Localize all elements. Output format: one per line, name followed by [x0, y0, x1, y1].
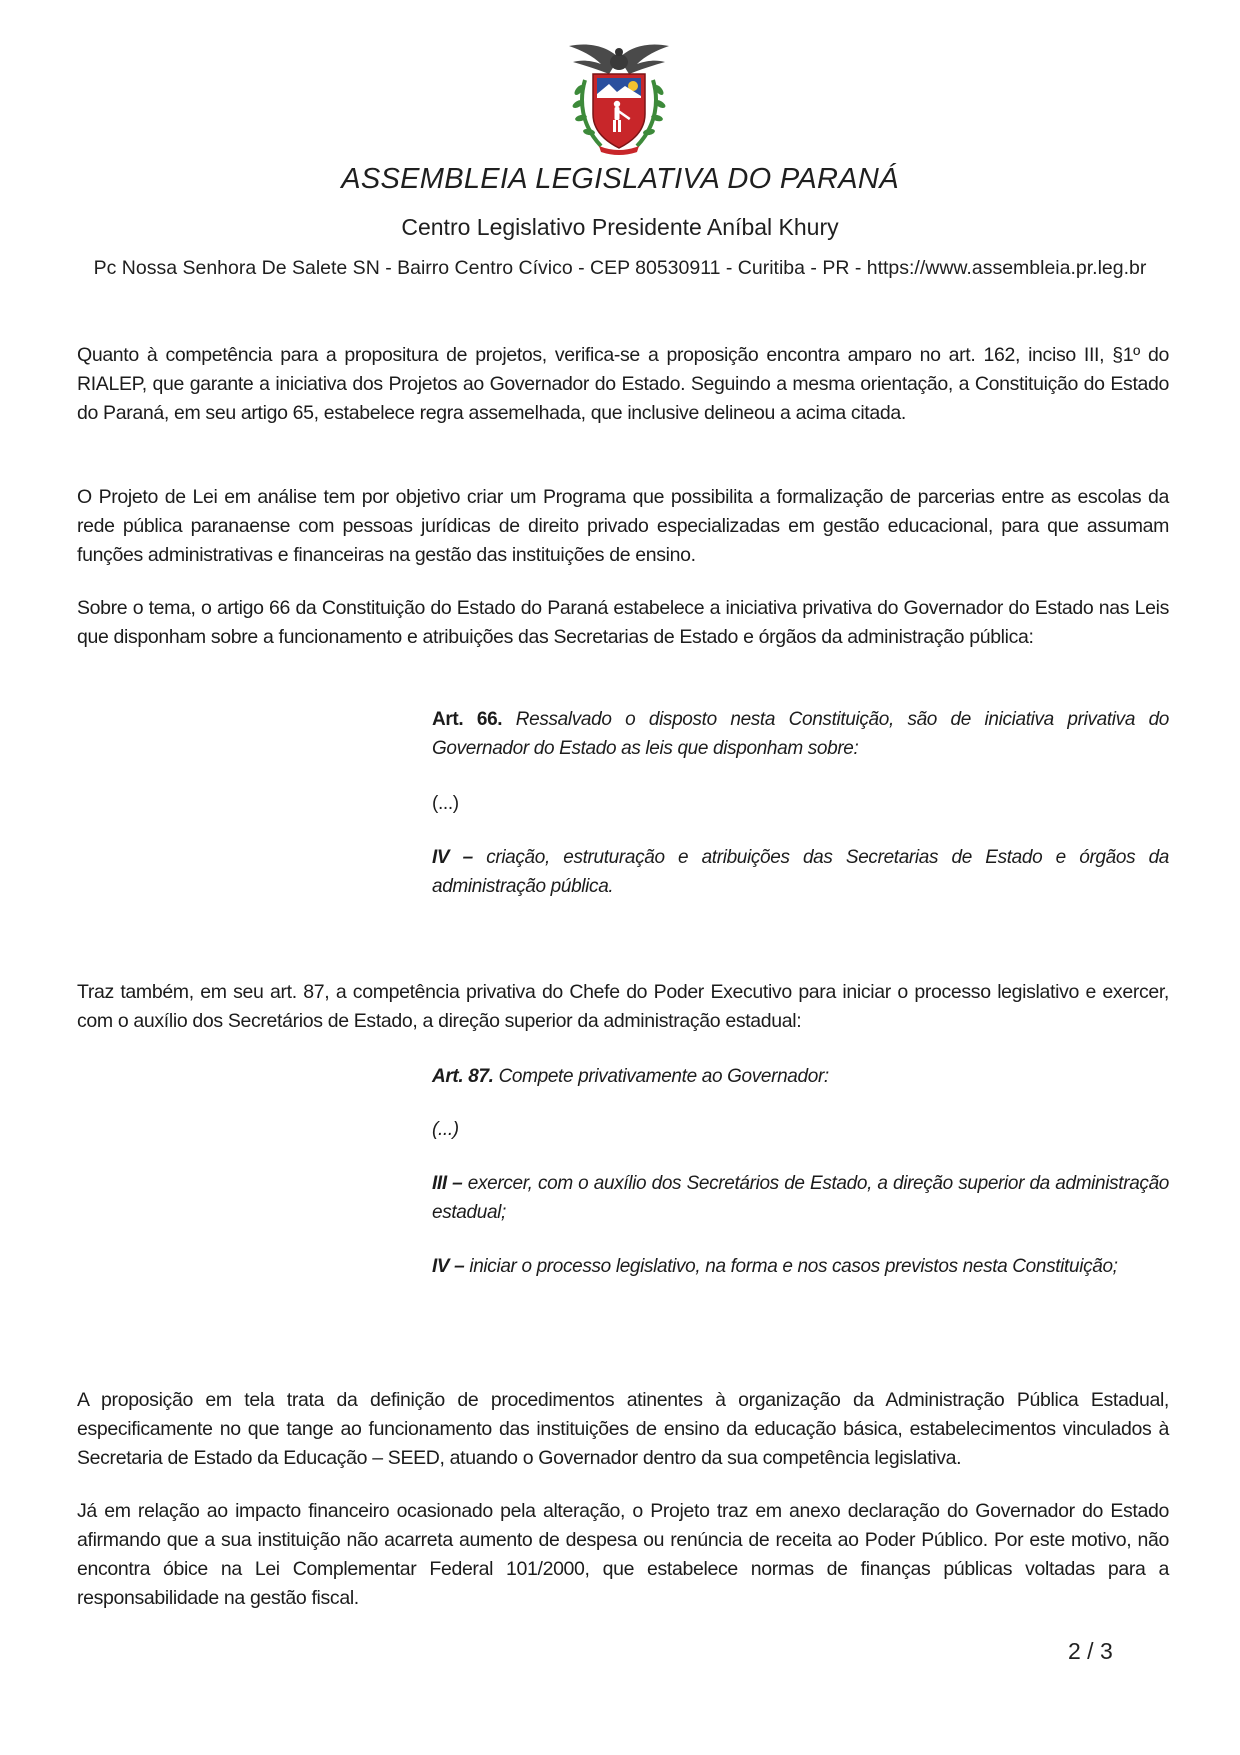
art-87-item-iv-label: IV – — [432, 1256, 465, 1277]
paragraph-competence: Quanto à competência para a propositura de projetos, verifica-se a proposição encontra amparo no art. 162, inciso III, §1º do RIALEP, que garante a iniciativa dos Projetos ao Governador do Estado. Seguindo a mesma orientação, a Constituição do Estado do Paraná, em seu artigo 65, estabelece regra assemelhada, que inclusive delineou a acima citada. — [77, 344, 1169, 424]
paragraph-proposition: A proposição em tela trata da definição de procedimentos atinentes à organização da Administração Pública Estadual, especificamente no que tange ao funcionamento das instituições de ensino da educação básica, estabelecimentos vinculados à Secretaria de Estado da Educação – SEED, atuando o Governador dentro da sua competência legislativa. — [77, 1389, 1169, 1469]
quote-art-87-item-iii — [432, 1169, 1169, 1227]
art-66-item-iv-label: IV – — [432, 847, 473, 868]
quote-art-66-item-iv — [432, 843, 1169, 901]
quote-art-87-ellipsis: (...) — [432, 1119, 459, 1140]
art-66-item-iv-text: criação, estruturação e atribuições das Secretarias de Estado e órgãos da administração pública. — [432, 847, 1170, 897]
paragraph-article-66-intro: Sobre o tema, o artigo 66 da Constituição do Estado do Paraná estabelece a iniciativa privativa do Governador do Estado nas Leis que disponham sobre a funcionamento e atribuições das Secretarias de Estado e órgãos da administração pública: — [77, 597, 1169, 648]
art-87-label: Art. 87. — [432, 1066, 494, 1087]
quote-art-87-item-iv — [432, 1252, 1169, 1281]
institution-subtitle: Centro Legislativo Presidente Aníbal Khury — [401, 214, 839, 240]
page-number: 2 / 3 — [1068, 1638, 1113, 1664]
institution-address: Pc Nossa Senhora De Salete SN - Bairro Centro Cívico - CEP 80530911 - Curitiba - PR - https://www.assembleia.pr.leg.br — [93, 257, 1147, 279]
institution-title: ASSEMBLEIA LEGISLATIVA DO PARANÁ — [341, 163, 899, 195]
eagle-head — [615, 48, 623, 56]
eagle-body — [610, 54, 628, 70]
quote-art-66 — [432, 705, 1169, 763]
coat-of-arms-emblem — [559, 40, 679, 158]
art-87-item-iv-text: iniciar o processo legislativo, na forma e nos casos previstos nesta Constituição; — [469, 1256, 1118, 1277]
paragraph-financial-impact: Já em relação ao impacto financeiro ocasionado pela alteração, o Projeto traz em anexo declaração do Governador do Estado afirmando que a sua instituição não acarreta aumento de despesa ou renúncia de receita ao Poder Público. Por este motivo, não encontra óbice na Lei Complementar Federal 101/2000, que estabelece normas de finanças públicas voltadas para a responsabilidade na gestão fiscal. — [77, 1500, 1169, 1609]
paragraph-objective: O Projeto de Lei em análise tem por objetivo criar um Programa que possibilita a formalização de parcerias entre as escolas da rede pública paranaense com pessoas jurídicas de direito privado especializadas em gestão educacional, para que assumam funções administrativas e financeiras na gestão das instituições de ensino. — [77, 486, 1169, 566]
art-87-item-iii-label: III – — [432, 1173, 463, 1194]
paragraph-article-87-intro: Traz também, em seu art. 87, a competência privativa do Chefe do Poder Executivo para iniciar o processo legislativo e exercer, com o auxílio dos Secretários de Estado, a direção superior da administração estadual: — [77, 981, 1169, 1032]
art-66-label: Art. 66. — [432, 709, 503, 730]
quote-art-66-ellipsis: (...) — [432, 793, 459, 814]
art-66-text: Ressalvado o disposto nesta Constituição, são de iniciativa privativa do Governador do Estado as leis que disponham sobre: — [432, 709, 1170, 759]
art-87-item-iii-text: exercer, com o auxílio dos Secretários de Estado, a direção superior da administração estadual; — [432, 1173, 1170, 1223]
art-87-text: Compete privativamente ao Governador: — [498, 1066, 829, 1087]
quote-art-87 — [432, 1062, 1169, 1091]
